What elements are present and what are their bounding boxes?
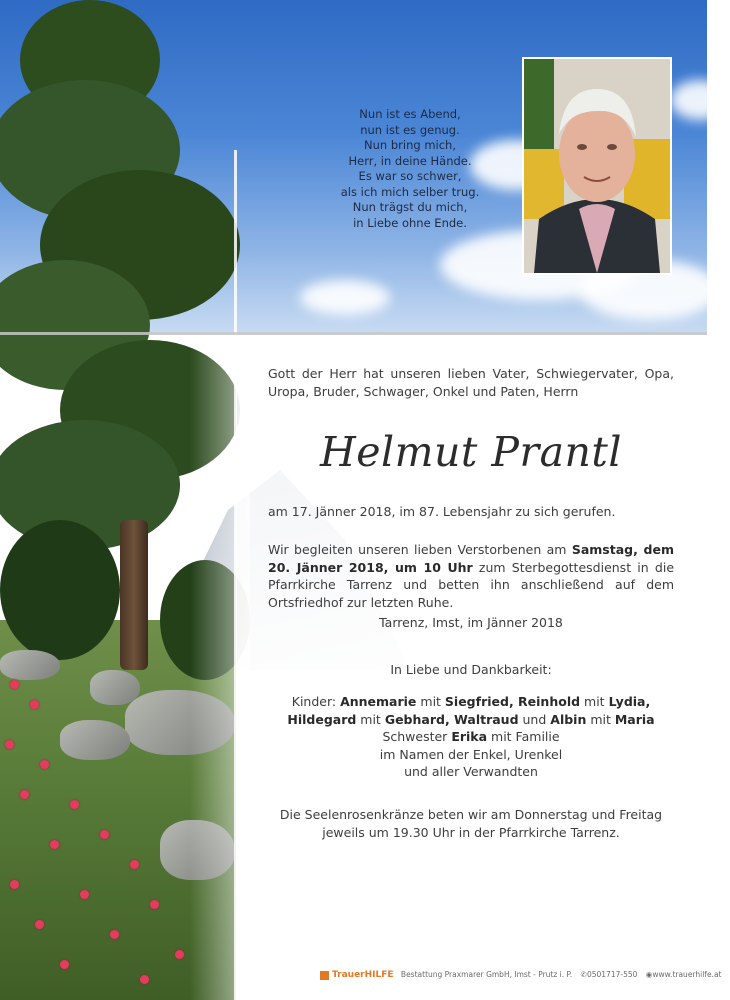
flower: [70, 800, 79, 809]
family-line: [268, 711, 674, 729]
family-member: Annemarie: [340, 694, 417, 709]
trauerhilfe-logo-icon: [320, 971, 329, 980]
family-text: Schwester: [382, 729, 452, 744]
family-text: mit: [356, 711, 385, 727]
intro-text: Gott der Herr hat unseren lieben Vater, Schwiegervater, Opa, Uropa, Bruder, Schwager, Onkel und Paten, Herrn: [268, 366, 674, 399]
portrait-photo: [522, 57, 672, 275]
rosary-notice: Die Seelenrosenkränze beten wir am Donnerstag und Freitag jeweils um 19.30 Uhr in der Pfarrkirche Tarrenz.: [279, 807, 663, 840]
funeral-details: [268, 541, 674, 611]
family-text: Kinder:: [291, 694, 341, 709]
tree-trunk: [120, 520, 148, 670]
family-member: Gebhard, Waltraud: [384, 711, 519, 727]
poem-line: Herr, in deine Hände.: [348, 153, 472, 168]
cloud: [300, 280, 390, 315]
family-line: im Namen der Enkel, Urenkel: [379, 746, 563, 762]
footer-brand: TrauerHILFE: [332, 970, 394, 980]
funeral-text: zum Sterbegottesdienst in die Pfarrkirche Tarrenz und betten ihn anschließend auf dem Ortsfriedhof zur letzten Ruhe.: [268, 559, 675, 610]
flower: [80, 890, 89, 899]
family-text: mit Familie: [487, 729, 560, 744]
flower: [150, 900, 159, 909]
family-list: [268, 693, 674, 781]
flower: [40, 760, 49, 769]
family-text: mit: [580, 694, 609, 709]
poem-line: Nun bring mich,: [364, 138, 456, 152]
funeral-text: Wir begleiten unseren lieben Verstorbenen am: [268, 542, 572, 557]
family-line: [268, 693, 674, 711]
family-member: Erika: [451, 729, 488, 744]
flower: [140, 975, 149, 984]
poem-line: nun ist es genug.: [360, 122, 460, 137]
family-member: Siegfried, Reinhold: [444, 694, 581, 709]
funeral-date: Samstag, dem 20. Jänner 2018, um 10 Uhr: [268, 542, 674, 575]
footer-company: Bestattung Praxmarer GmbH, Imst - Prutz i. P.: [400, 970, 573, 979]
flower: [110, 930, 119, 939]
fade-edge: [190, 335, 250, 1000]
family-member: Albin: [550, 711, 587, 727]
cross-vertical-line: [234, 150, 237, 1000]
family-member: Maria: [614, 711, 655, 727]
flower: [50, 840, 59, 849]
poem-line: Nun trägst du mich,: [352, 200, 468, 214]
family-text: mit: [416, 694, 445, 709]
flower: [10, 680, 19, 689]
cross-horizontal-line: [0, 332, 707, 335]
poem-line: in Liebe ohne Ende.: [353, 215, 467, 230]
flower: [175, 950, 184, 959]
rock: [0, 650, 60, 680]
family-member: Lydia,: [608, 694, 651, 709]
footer-phone: 0501717-550: [586, 970, 638, 979]
family-text: mit: [586, 711, 615, 727]
flower: [60, 960, 69, 969]
flower: [20, 790, 29, 799]
death-announcement: am 17. Jänner 2018, im 87. Lebensjahr zu sich gerufen.: [268, 504, 616, 519]
footer: [320, 970, 722, 980]
poem-line: als ich mich selber trug.: [340, 184, 480, 199]
flower: [100, 830, 109, 839]
flower: [130, 860, 139, 869]
deceased-name: Helmut Prantl: [319, 428, 623, 476]
rock: [60, 720, 130, 760]
cloud: [670, 80, 730, 120]
footer-website: www.trauerhilfe.at: [652, 970, 722, 979]
portrait-illustration: [524, 59, 670, 273]
place-date: Tarrenz, Imst, im Jänner 2018: [379, 615, 563, 630]
gratitude-line: In Liebe und Dankbarkeit:: [390, 662, 552, 677]
poem-line: Es war so schwer,: [358, 169, 462, 183]
flower: [30, 700, 39, 709]
forest: [0, 520, 120, 660]
poem-line: Nun ist es Abend,: [359, 107, 461, 121]
flower: [35, 920, 44, 929]
family-member: Hildegard: [287, 711, 357, 727]
poem: [320, 107, 500, 231]
family-line: [268, 728, 674, 746]
flower: [10, 880, 19, 889]
family-text: und: [518, 711, 551, 727]
flower: [5, 740, 14, 749]
web-icon: ◉: [645, 970, 653, 979]
phone-icon: ✆: [580, 970, 587, 979]
family-line: und aller Verwandten: [404, 764, 538, 779]
